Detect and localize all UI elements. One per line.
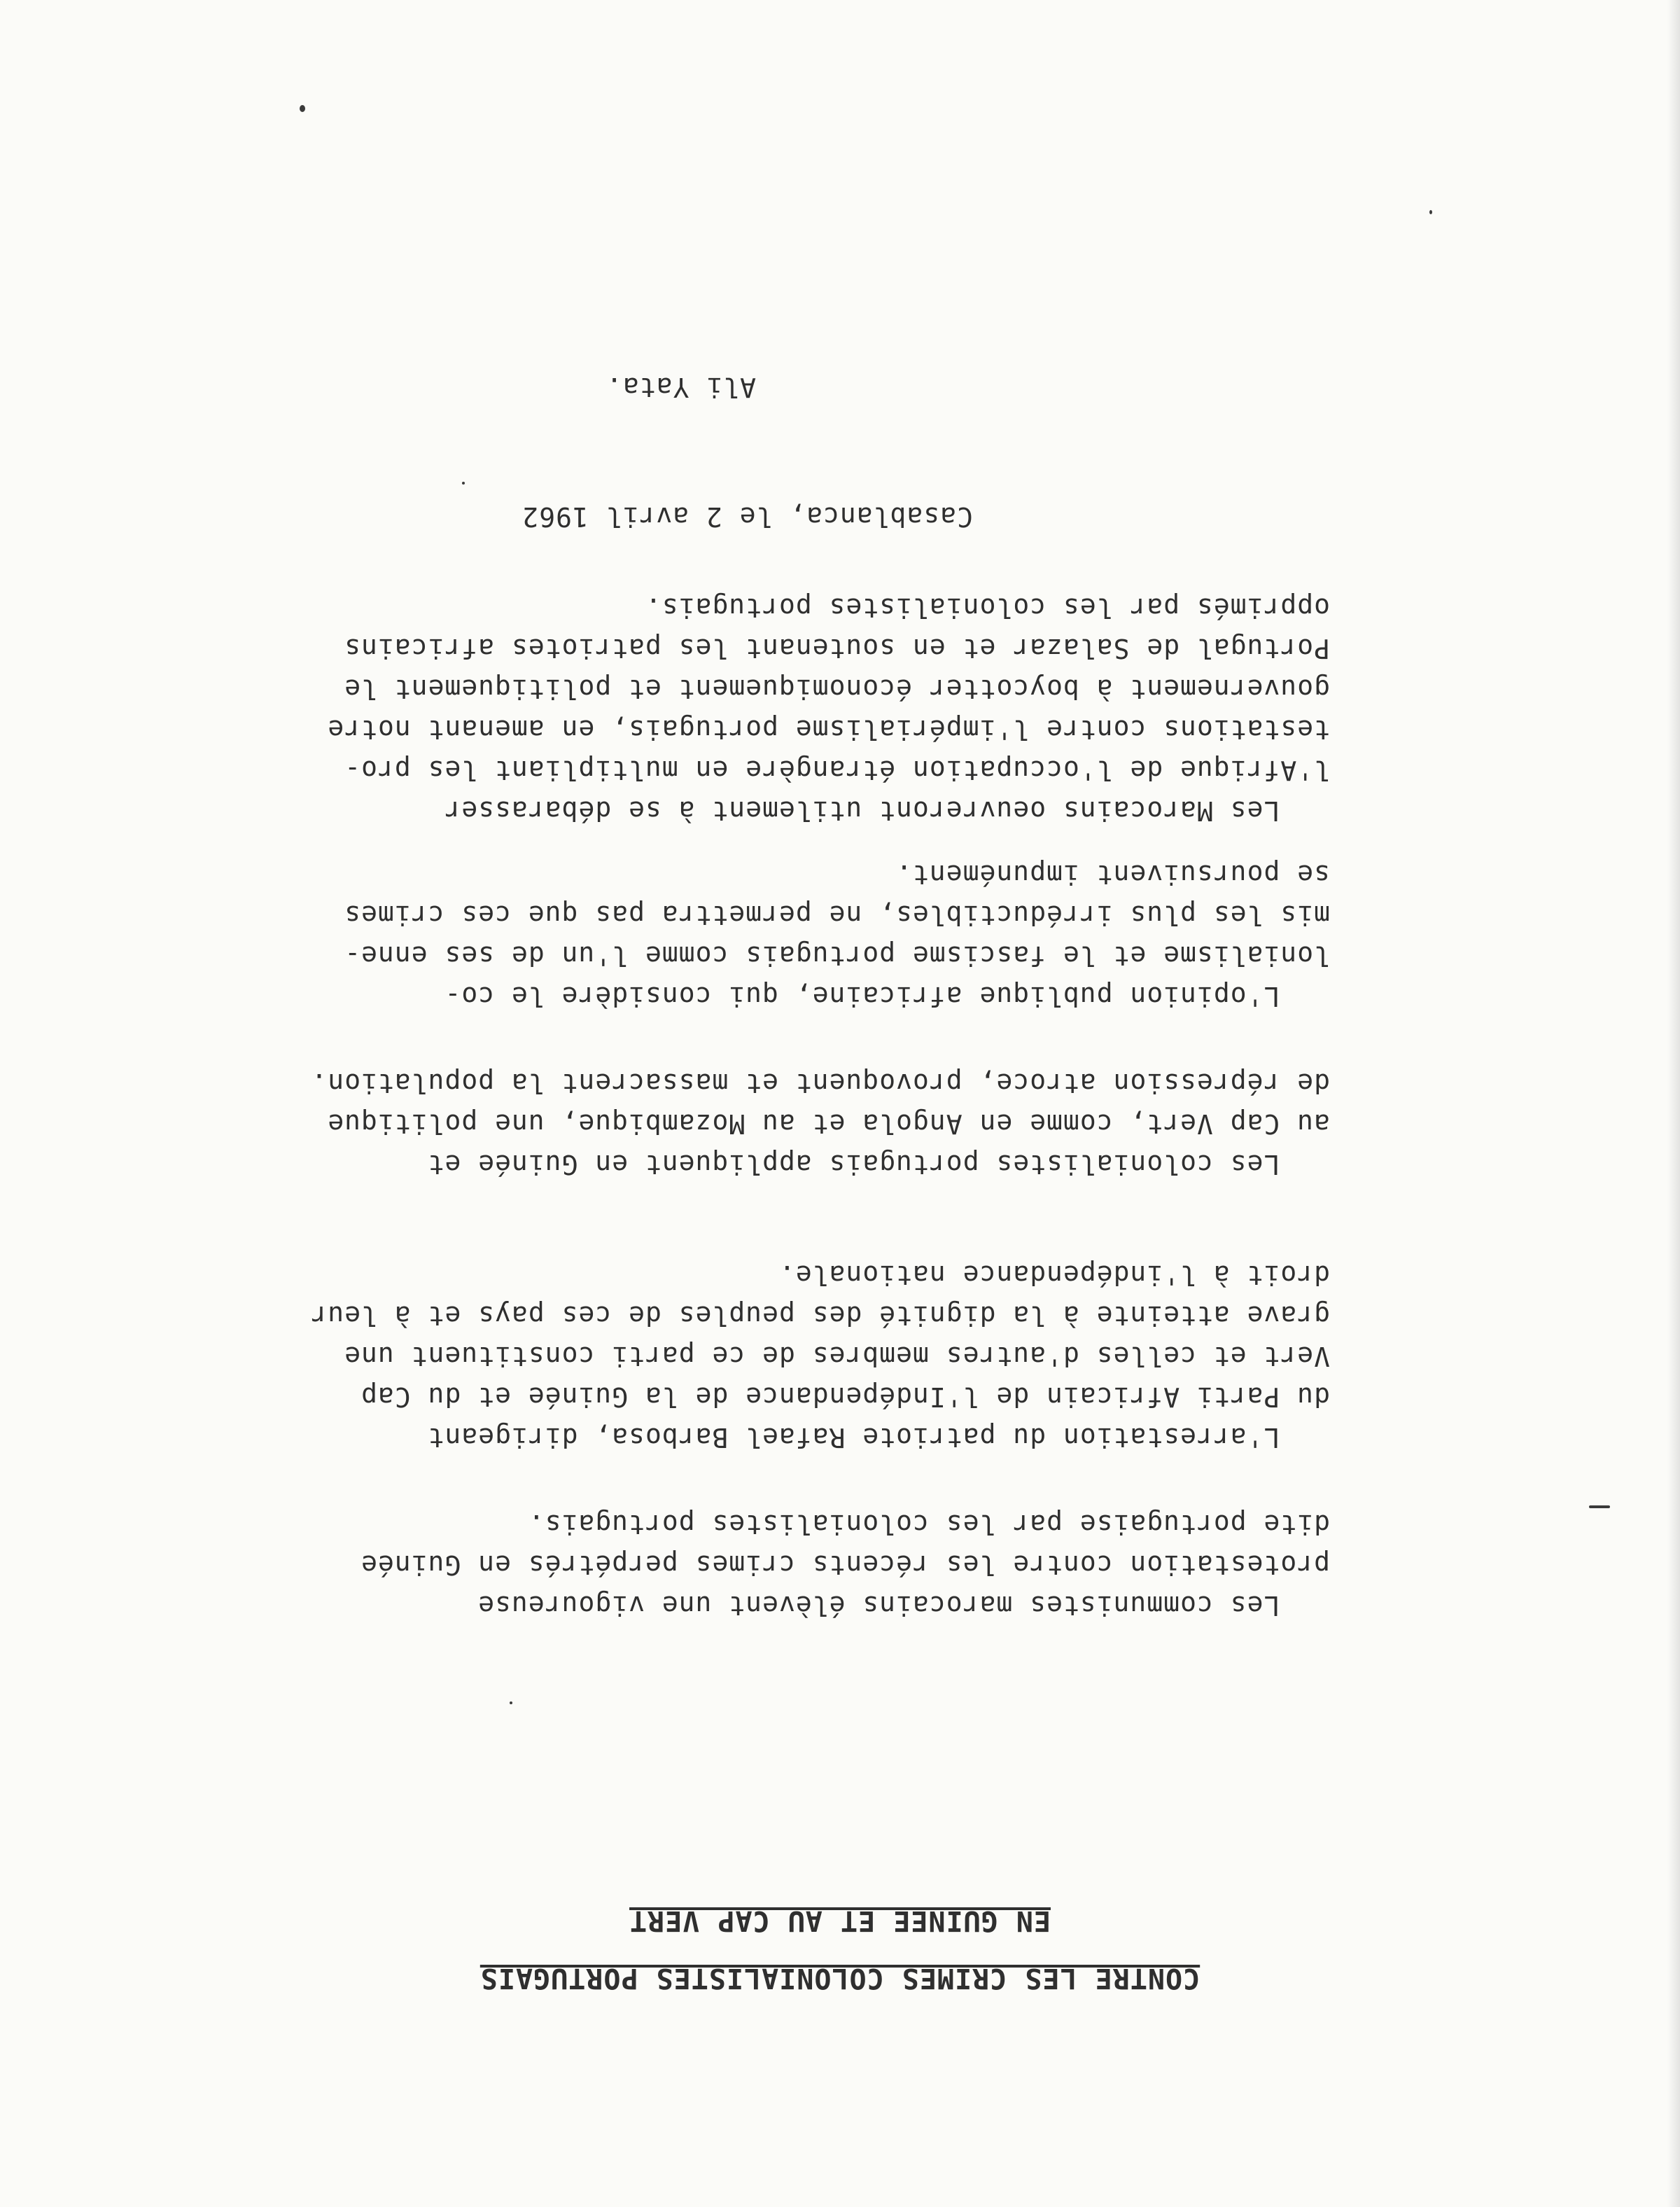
document-title: CONTRE LES CRIMES COLONIALISTES PORTUGAIS: [479, 1962, 1200, 1994]
signatory: Ali Yata.: [606, 372, 756, 403]
scan-speck: [1429, 210, 1432, 214]
scan-speck: [510, 1701, 512, 1704]
paragraph-opinion: L'opinion publique africaine, qui considère le co- lonialisme et le fascisme portugais comme l'un de ses enne- mis les plus irréductibles, ne permettra pas que ces crimes se poursuivent impunément.: [344, 859, 1330, 1012]
paragraph-arrestation: L'arrestation du patriote Rafael Barbosa, dirigeant du Parti Africain de l'Indépendance de la Guinée et du Cap Vert et celles d'autres membres de ce parti constituent une grave atteinte à la dignité des peuples de ces pays et à leur droit à l'indépendance nationale.: [310, 1260, 1330, 1453]
paragraph-protestation: Les communistes marocains élèvent une vigoureuse protestation contre les récents crimes perpétrés en Guinée dite portugaise par les colonialistes portugais.: [360, 1509, 1330, 1621]
scan-speck: [462, 482, 465, 485]
paragraph-marocains: Les Marocains oeuvreront utilement à se débarasser l'Afrique de l'occupation étrangère en multipliant les pro- testations contre l'impérialisme portugais, en amenant notre gouvernement à boycotter économiquement et politiquement le Portugal de Salazar et en soutenant les patriotes africains opprimés par les colonialistes portugais.: [327, 592, 1330, 826]
scan-speck: [1589, 1505, 1610, 1508]
scan-speck: [300, 105, 305, 112]
place-date: Casablanca, le 2 avril 1962: [522, 501, 973, 532]
document-subtitle: EN GUINEE ET AU CAP VERT: [629, 1905, 1051, 1937]
paragraph-repression: Les colonialistes portugais appliquent en Guinée et au Cap Vert, comme en Angola et au Mozambique, une politique de répression atroce, provoquent et massacrent la population.: [310, 1068, 1330, 1180]
